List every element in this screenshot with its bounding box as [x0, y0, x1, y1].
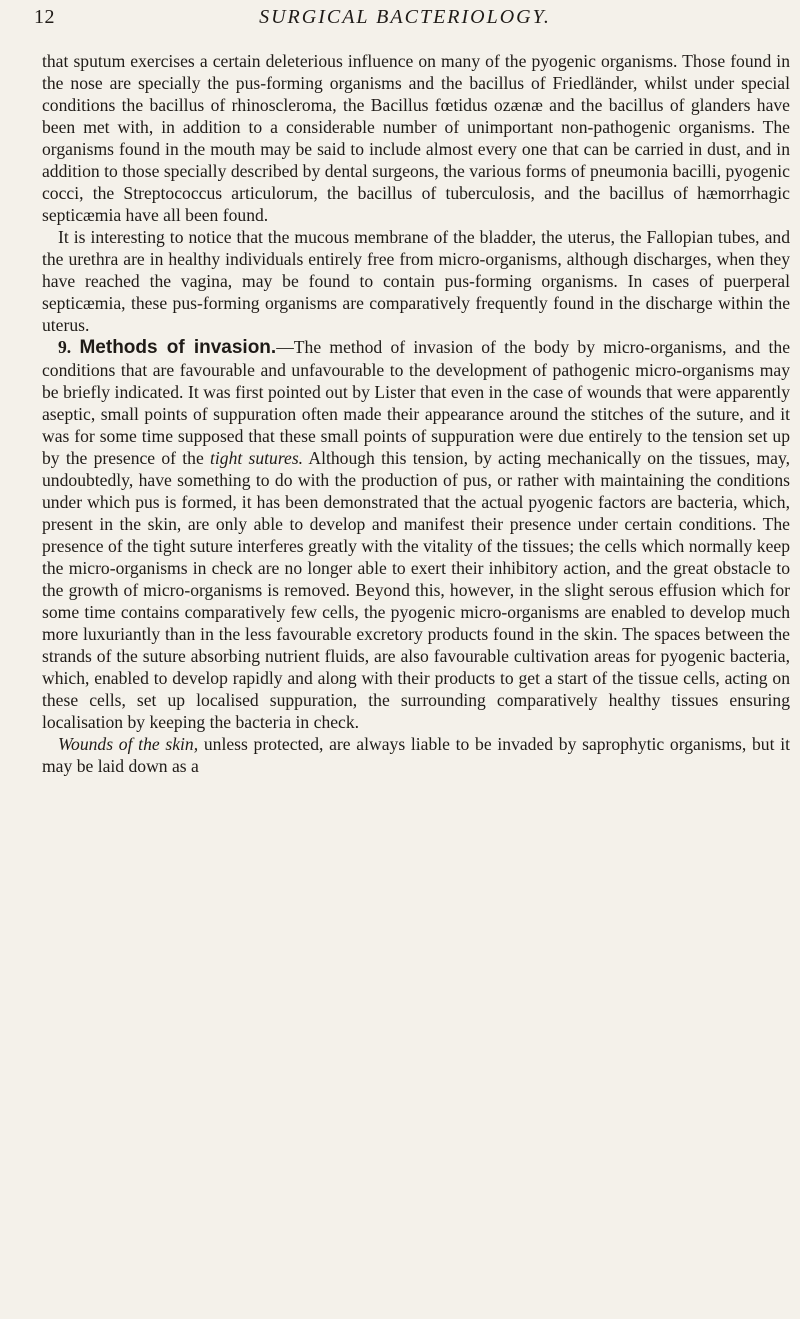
section-title: Methods of invasion. [79, 337, 277, 358]
paragraph-methods-of-invasion [42, 336, 790, 733]
emphasis-tight-sutures: tight sutures. [210, 448, 304, 468]
paragraph-text: —The method of invasion of the body by micro-organisms, and the conditions that are favourable and unfavourable to the development of pathogenic micro-organisms may be briefly indicated. It was first pointed out by Lister that even in the case of wounds that were apparently aseptic, small points of suppuration often made their appearance around the stitches of the suture, and it was for some time supposed that these small points of suppuration were due entirely to the tension set up by the presence of the [42, 337, 791, 468]
page-header [30, 6, 780, 34]
paragraph-text: Although this tension, by acting mechanically on the tissues, may, undoubtedly, have something to do with the production of pus, or rather with maintaining the conditions under which pus is formed, it has been demonstrated that the actual pyogenic factors are bacteria, which, present in the skin, are only able to develop and manifest their presence under certain conditions. The presence of the tight suture interferes greatly with the vitality of the tissues; the cells which normally keep the micro-organisms in check are no longer able to exert their inhibitory action, and the great obstacle to the growth of micro-organisms is removed. Beyond this, however, in the slight serous effusion which for some time contains comparatively few cells, the pyogenic micro-organisms are enabled to develop much more luxuriantly than in the less favourable excretory products found in the skin. The spaces between the strands of the suture absorbing nutrient fluids, are also favourable cultivation areas for pyogenic bacteria, which, enabled to develop rapidly and along with their products to get a start of the tissue cells, acting on these cells, set up localised suppuration, the surrounding comparatively healthy tissues ensuring localisation by keeping the bacteria in check. [42, 448, 791, 732]
emphasis-wounds-of-skin: Wounds of the skin, [58, 734, 199, 754]
page-number: 12 [34, 6, 55, 28]
paragraph-continuation: that sputum exercises a certain deleterious influence on many of the pyogenic organisms. Those found in the nose are specially the pus-forming organisms and the bacillus of Friedländer, whilst under special conditions the bacillus of rhinoscleroma, the Bacillus fœtidus ozænæ and the bacillus of glanders have been met with, in addition to a considerable number of unimportant non-pathogenic organisms. The organisms found in the mouth may be said to include almost every one that can be carried in dust, and in addition to those specially described by dental surgeons, the various forms of pneumonia bacilli, pyogenic cocci, the Streptococcus articulorum, the bacillus of tuberculosis, and the bacillus of hæmorrhagic septicæmia have all been found. [42, 51, 790, 225]
running-head: SURGICAL BACTERIOLOGY. [259, 6, 551, 28]
paragraph-text: unless protected, are always liable to be invaded by saprophytic organisms, but it may be laid down as a [42, 734, 790, 776]
paragraph-mucous-membrane: It is interesting to notice that the mucous membrane of the bladder, the uterus, the Fallopian tubes, and the urethra are in healthy individuals entirely free from micro-organisms, although discharges, when they have reached the vagina, may be found to contain pus-forming organisms. In cases of puerperal septicæmia, these pus-forming organisms are comparatively frequently found in the discharge within the uterus. [42, 227, 790, 335]
paragraph-wounds-of-skin [42, 733, 790, 777]
body-text [42, 50, 790, 777]
section-number: 9. [58, 337, 72, 357]
